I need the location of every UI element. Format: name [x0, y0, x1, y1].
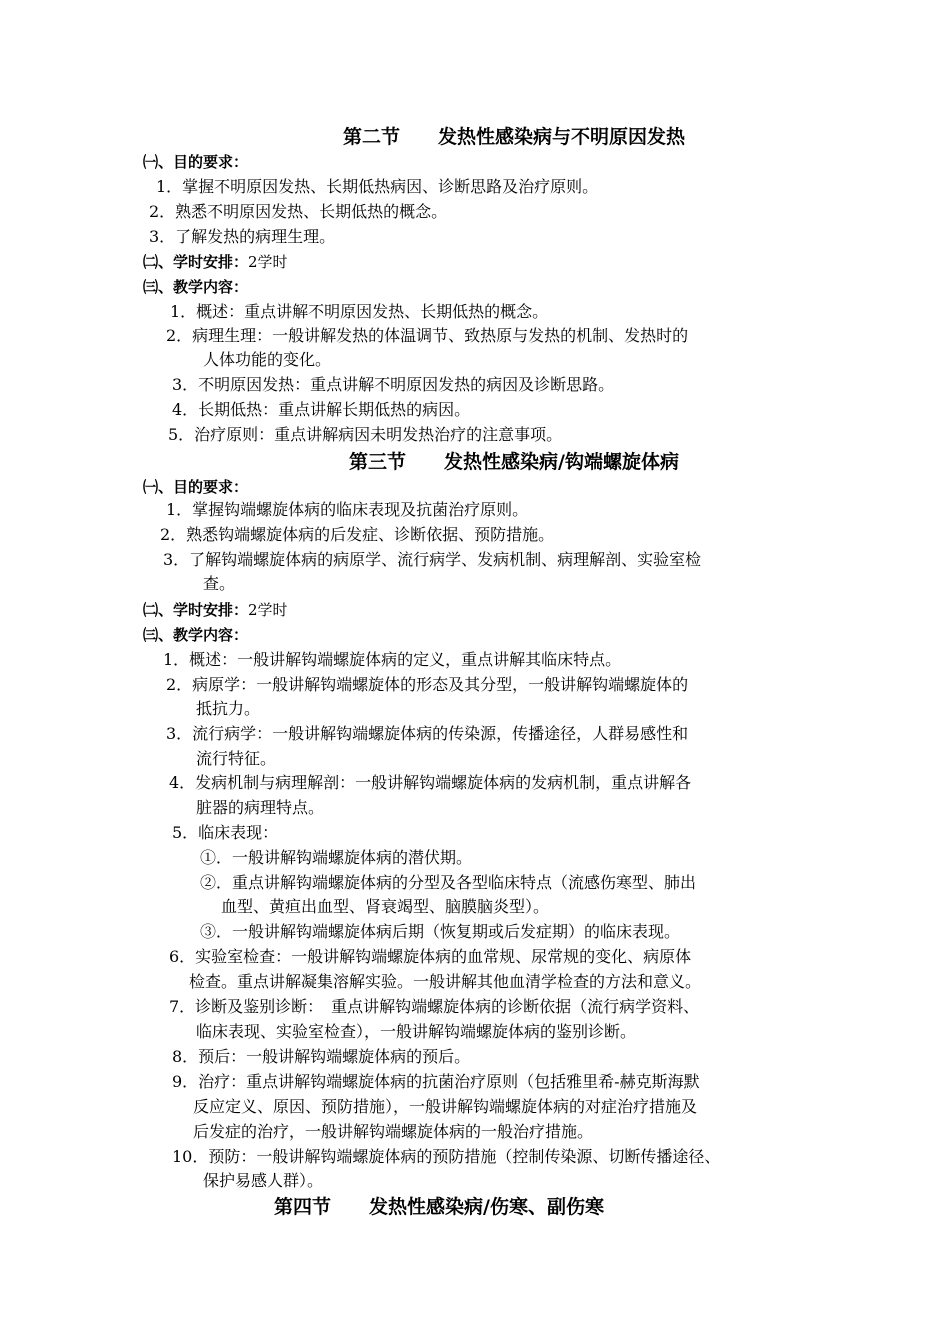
sec3-content-1: 1．概述：一般讲解钩端螺旋体病的定义，重点讲解其临床特点。 [163, 650, 622, 669]
sec2-content-3: 3．不明原因发热：重点讲解不明原因发热的病因及诊断思路。 [172, 375, 615, 394]
sec2-goal-2: 2．熟悉不明原因发热、长期低热的概念。 [149, 202, 448, 221]
sec3-content-10-cont: 保护易感人群）。 [203, 1171, 324, 1190]
sec3-content-6: 6．实验室检查：一般讲解钩端螺旋体病的血常规、尿常规的变化、病原体 [169, 947, 692, 966]
sec3-content-8: 8．预后：一般讲解钩端螺旋体病的预后。 [172, 1047, 471, 1066]
sec3-content-6-cont: 检查。重点讲解凝集溶解实验。一般讲解其他血清学检查的方法和意义。 [189, 972, 702, 991]
sec2-goal-1: 1．掌握不明原因发热、长期低热病因、诊断思路及治疗原则。 [156, 177, 599, 196]
sec3-content-10: 10．预防：一般讲解钩端螺旋体病的预防措施（控制传染源、切断传播途径、 [172, 1147, 721, 1166]
sec3-content-7-cont: 临床表现、实验室检查），一般讲解钩端螺旋体病的鉴别诊断。 [196, 1022, 637, 1041]
sec2-content-4: 4．长期低热：重点讲解长期低热的病因。 [172, 400, 471, 419]
sec2-content-1: 1．概述：重点讲解不明原因发热、长期低热的概念。 [170, 302, 549, 321]
sec2-content-5: 5．治疗原则：重点讲解病因未明发热治疗的注意事项。 [168, 425, 563, 444]
sec3-content-2-cont: 抵抗力。 [196, 699, 261, 718]
sec3-content-5: 5．临床表现： [172, 823, 279, 842]
sec3-content-5-item-2: ②．重点讲解钩端螺旋体病的分型及各型临床特点（流感伤寒型、肺出 [200, 873, 697, 892]
sec3-content-2: 2．病原学：一般讲解钩端螺旋体的形态及其分型，一般讲解钩端螺旋体的 [166, 675, 689, 694]
sec3-content-5-item-1: ①．一般讲解钩端螺旋体病的潜伏期。 [200, 848, 473, 867]
section-3-title: 第三节 发热性感染病/钩端螺旋体病 [349, 451, 679, 473]
sec3-content-9-cont-2: 后发症的治疗，一般讲解钩端螺旋体病的一般治疗措施。 [193, 1122, 594, 1141]
sec3-content-4-cont: 脏器的病理特点。 [196, 798, 325, 817]
sec3-content-5-item-2-cont: 血型、黄疸出血型、肾衰竭型、脑膜脑炎型）。 [221, 897, 550, 916]
sec3-goal-1: 1．掌握钩端螺旋体病的临床表现及抗菌治疗原则。 [166, 500, 529, 519]
section-4-title: 第四节 发热性感染病/伤寒、副伤寒 [274, 1196, 604, 1218]
sec3-content-3-cont: 流行特征。 [196, 749, 277, 768]
sec2-hours-heading: ㈡、学时安排： [143, 253, 249, 271]
sec2-goal-3: 3．了解发热的病理生理。 [149, 227, 336, 246]
section-2-title: 第二节 发热性感染病与不明原因发热 [343, 126, 686, 148]
sec2-content-2: 2．病理生理：一般讲解发热的体温调节、致热原与发热的机制、发热时的 [166, 326, 689, 345]
sec2-goals-heading: ㈠、目的要求： [143, 153, 249, 171]
sec3-hours-line [143, 598, 288, 622]
sec2-content-2-cont: 人体功能的变化。 [203, 350, 332, 369]
sec3-content-9: 9．治疗：重点讲解钩端螺旋体病的抗菌治疗原则（包括雅里希-赫克斯海默 [172, 1072, 700, 1091]
sec3-content-7: 7．诊断及鉴别诊断： 重点讲解钩端螺旋体病的诊断依据（流行病学资料、 [169, 997, 700, 1016]
sec2-hours-value: 2学时 [248, 253, 288, 271]
sec2-hours-line [143, 250, 288, 274]
sec3-hours-heading: ㈡、学时安排： [143, 601, 249, 619]
sec3-content-3: 3．流行病学：一般讲解钩端螺旋体病的传染源，传播途径，人群易感性和 [166, 724, 689, 743]
sec3-hours-value: 2学时 [248, 601, 288, 619]
sec3-goals-heading: ㈠、目的要求： [143, 478, 249, 496]
sec3-goal-3-cont: 查。 [203, 574, 236, 593]
sec3-goal-3: 3．了解钩端螺旋体病的病原学、流行病学、发病机制、病理解剖、实验室检 [163, 550, 702, 569]
sec3-content-9-cont-1: 反应定义、原因、预防措施），一般讲解钩端螺旋体病的对症治疗措施及 [193, 1097, 698, 1116]
sec3-content-5-item-3: ③．一般讲解钩端螺旋体病后期（恢复期或后发症期）的临床表现。 [200, 922, 681, 941]
sec3-content-4: 4．发病机制与病理解剖：一般讲解钩端螺旋体病的发病机制，重点讲解各 [169, 773, 692, 792]
sec3-goal-2: 2．熟悉钩端螺旋体病的后发症、诊断依据、预防措施。 [160, 525, 555, 544]
sec3-content-heading: ㈢、教学内容： [143, 626, 249, 644]
sec2-content-heading: ㈢、教学内容： [143, 278, 249, 296]
